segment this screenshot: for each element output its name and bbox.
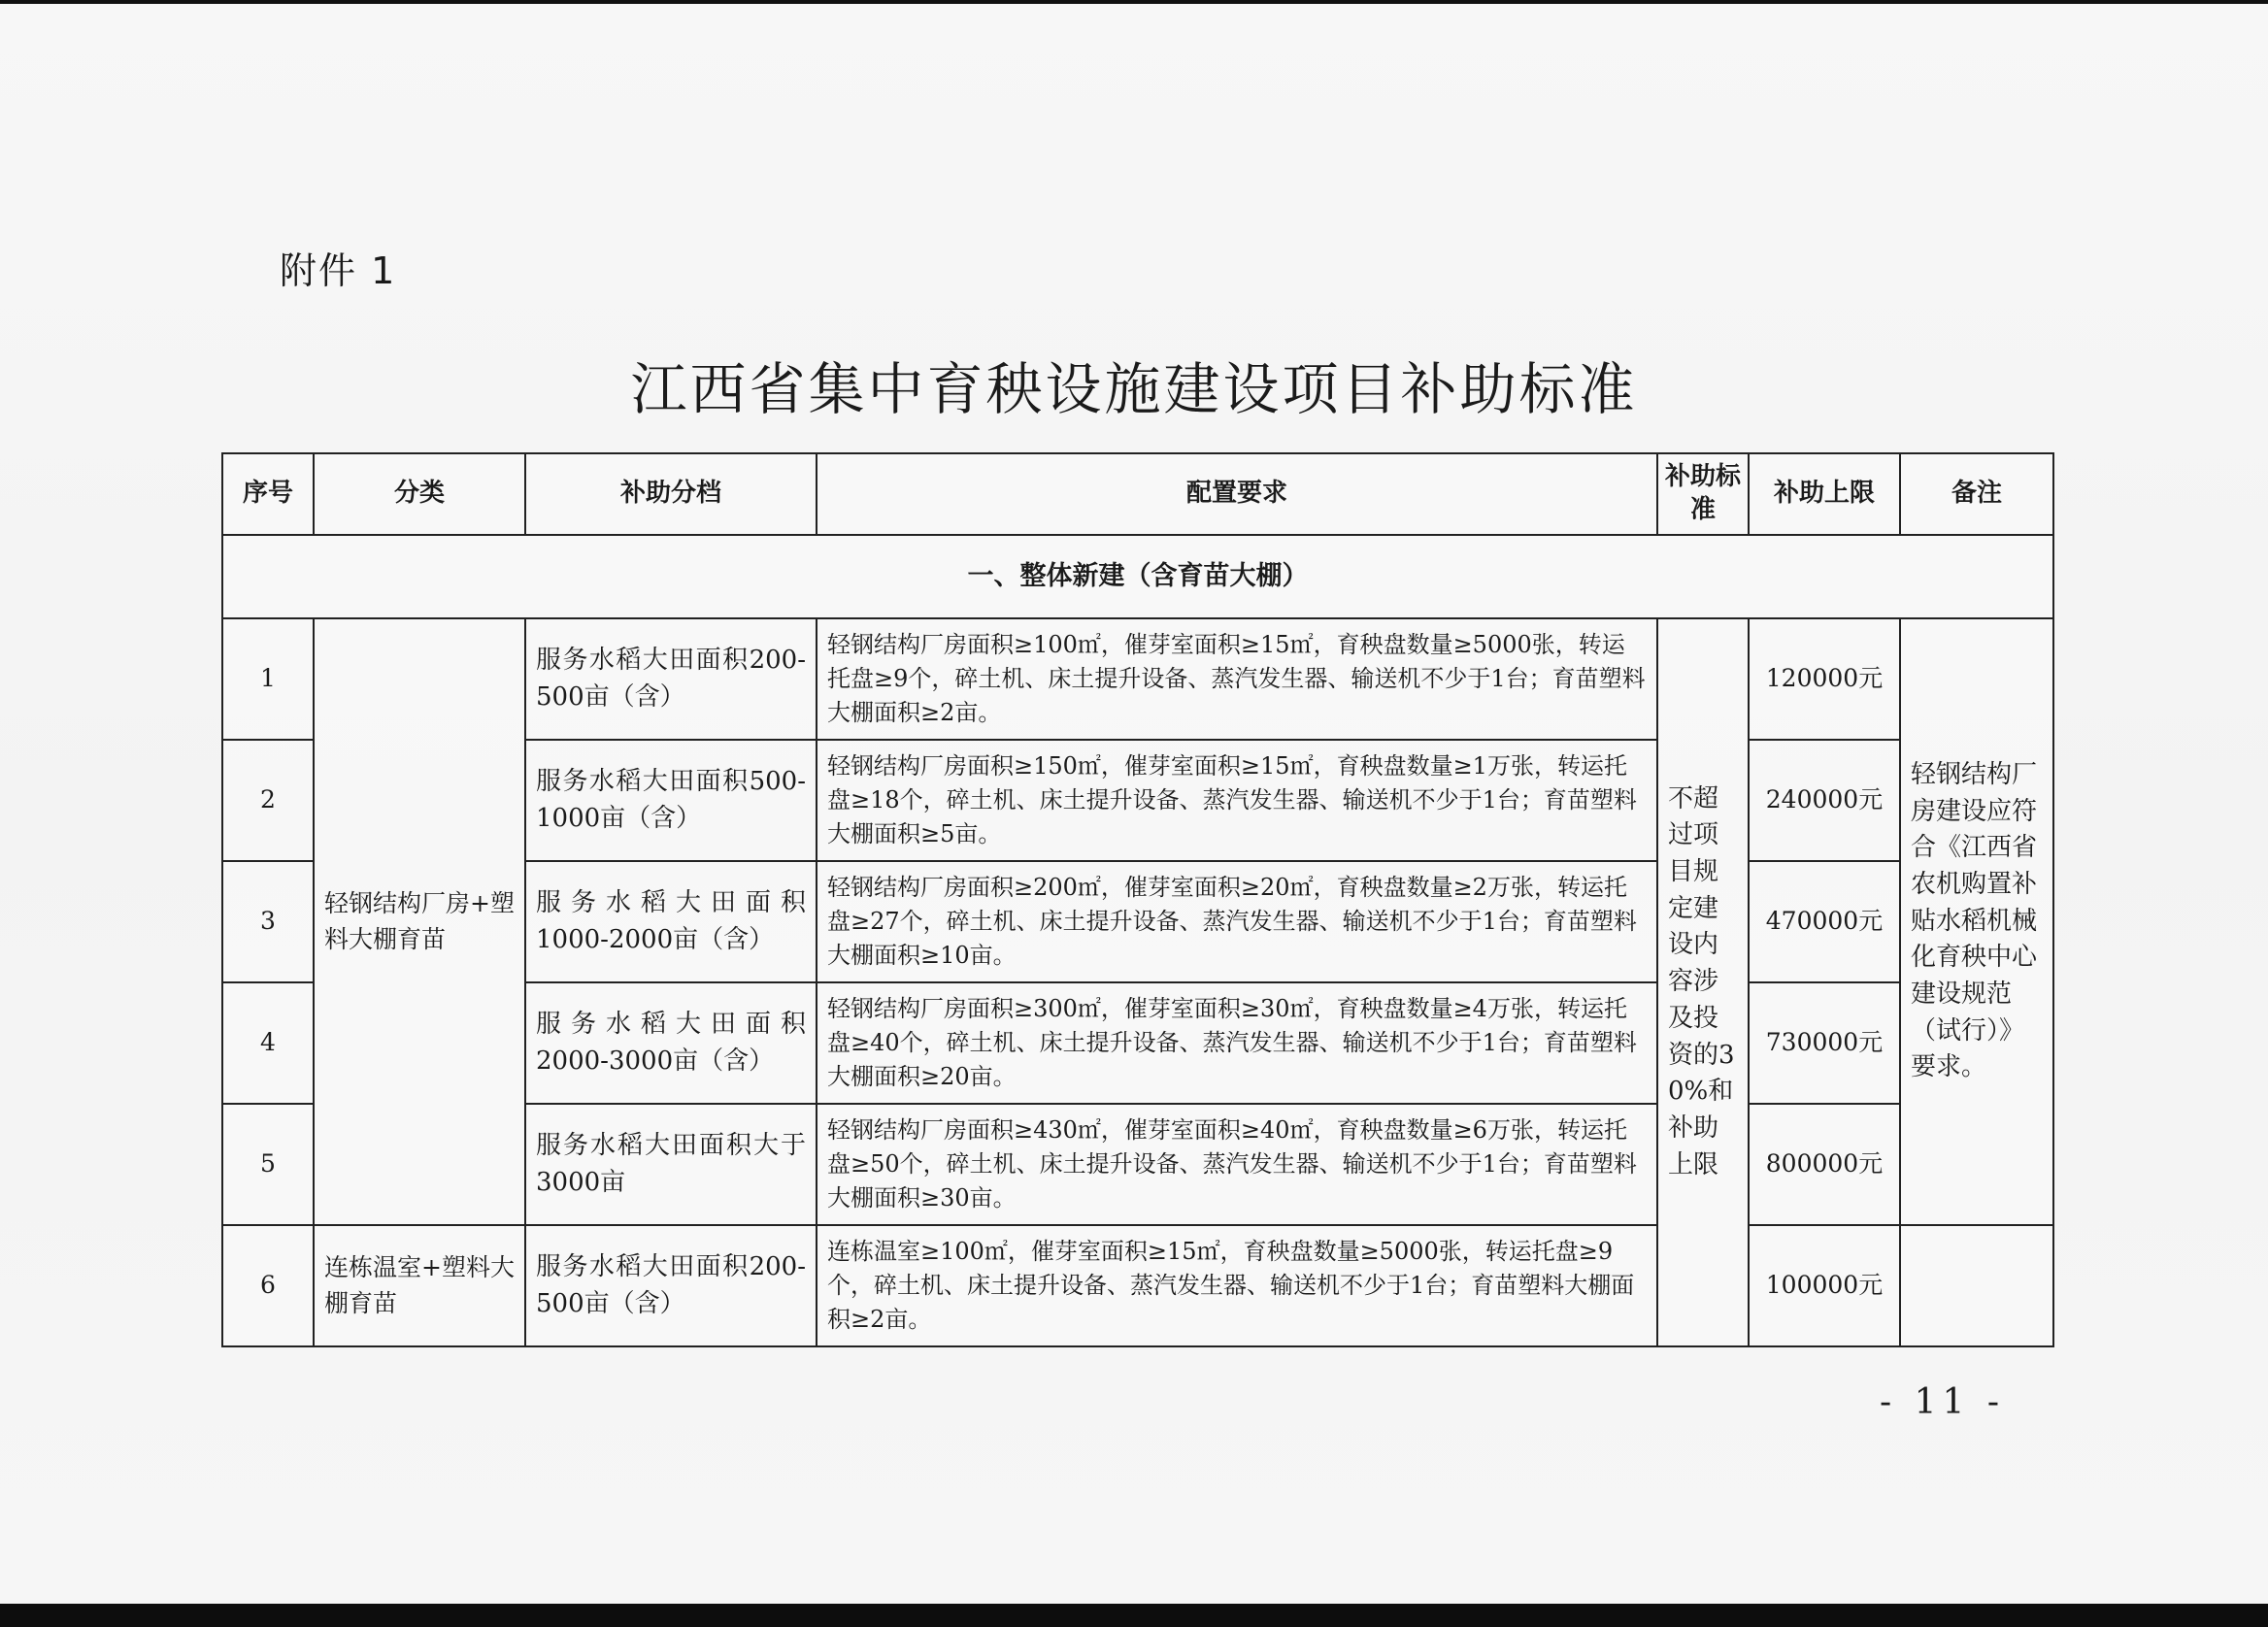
header-requirements: 配置要求: [817, 453, 1657, 535]
subsidy-standard-table: [221, 452, 2054, 1347]
page-number: - 11 -: [1880, 1382, 2006, 1422]
row-requirements: 轻钢结构厂房面积≥430㎡，催芽室面积≥40㎡，育秧盘数量≥6万张，转运托盘≥50个，碎土机、床土提升设备、蒸汽发生器、输送机不少于1台；育苗塑料大棚面积≥30亩。: [817, 1104, 1657, 1225]
attachment-label: 附件 1: [280, 249, 397, 292]
row-tier: 服务水稻大田面积500-1000亩（含）: [525, 740, 817, 861]
row-seq: 2: [222, 740, 314, 861]
row-cap: 240000元: [1749, 740, 1900, 861]
row-cap: 730000元: [1749, 982, 1900, 1104]
row-requirements: 连栋温室≥100㎡，催芽室面积≥15㎡，育秧盘数量≥5000张，转运托盘≥9个，碎土机、床土提升设备、蒸汽发生器、输送机不少于1台；育苗塑料大棚面积≥2亩。: [817, 1225, 1657, 1346]
row-tier: 服务水稻大田面积200-500亩（含）: [525, 618, 817, 740]
header-standard: 补助标准: [1657, 453, 1749, 535]
row-seq: 5: [222, 1104, 314, 1225]
remarks-empty-cell: [1900, 1225, 2053, 1346]
section-title: 一、整体新建（含育苗大棚）: [222, 535, 2053, 618]
document-title: 江西省集中育秧设施建设项目补助标准: [630, 356, 1638, 422]
row-seq: 6: [222, 1225, 314, 1346]
header-seq: 序号: [222, 453, 314, 535]
row-cap: 470000元: [1749, 861, 1900, 982]
remarks-cell: 轻钢结构厂房建设应符合《江西省农机购置补贴水稻机械化育秧中心建设规范（试行）》要求。: [1900, 618, 2053, 1225]
row-category: 轻钢结构厂房+塑料大棚育苗: [314, 618, 525, 1225]
section-row: [222, 535, 2053, 618]
row-requirements: 轻钢结构厂房面积≥100㎡，催芽室面积≥15㎡，育秧盘数量≥5000张，转运托盘≥9个，碎土机、床土提升设备、蒸汽发生器、输送机不少于1台；育苗塑料大棚面积≥2亩。: [817, 618, 1657, 740]
row-tier: 服务水稻大田面积1000-2000亩（含）: [525, 861, 817, 982]
table-row: [222, 1225, 2053, 1346]
row-requirements: 轻钢结构厂房面积≥200㎡，催芽室面积≥20㎡，育秧盘数量≥2万张，转运托盘≥27个，碎土机、床土提升设备、蒸汽发生器、输送机不少于1台；育苗塑料大棚面积≥10亩。: [817, 861, 1657, 982]
scan-bottom-edge: [0, 1604, 2268, 1627]
row-requirements: 轻钢结构厂房面积≥150㎡，催芽室面积≥15㎡，育秧盘数量≥1万张，转运托盘≥18个，碎土机、床土提升设备、蒸汽发生器、输送机不少于1台；育苗塑料大棚面积≥5亩。: [817, 740, 1657, 861]
row-tier: 服务水稻大田面积2000-3000亩（含）: [525, 982, 817, 1104]
scan-top-edge: [0, 0, 2268, 4]
row-seq: 3: [222, 861, 314, 982]
row-category: 连栋温室+塑料大棚育苗: [314, 1225, 525, 1346]
table-header-row: [222, 453, 2053, 535]
row-requirements: 轻钢结构厂房面积≥300㎡，催芽室面积≥30㎡，育秧盘数量≥4万张，转运托盘≥40个，碎土机、床土提升设备、蒸汽发生器、输送机不少于1台；育苗塑料大棚面积≥20亩。: [817, 982, 1657, 1104]
row-cap: 800000元: [1749, 1104, 1900, 1225]
header-tier: 补助分档: [525, 453, 817, 535]
header-category: 分类: [314, 453, 525, 535]
row-tier: 服务水稻大田面积200-500亩（含）: [525, 1225, 817, 1346]
row-seq: 4: [222, 982, 314, 1104]
header-cap: 补助上限: [1749, 453, 1900, 535]
row-cap: 100000元: [1749, 1225, 1900, 1346]
row-tier: 服务水稻大田面积大于3000亩: [525, 1104, 817, 1225]
subsidy-standard-cell: 不超过项目规定建设内容涉及投资的30%和补助上限: [1657, 618, 1749, 1346]
row-cap: 120000元: [1749, 618, 1900, 740]
row-seq: 1: [222, 618, 314, 740]
header-remarks: 备注: [1900, 453, 2053, 535]
table-row: [222, 618, 2053, 740]
